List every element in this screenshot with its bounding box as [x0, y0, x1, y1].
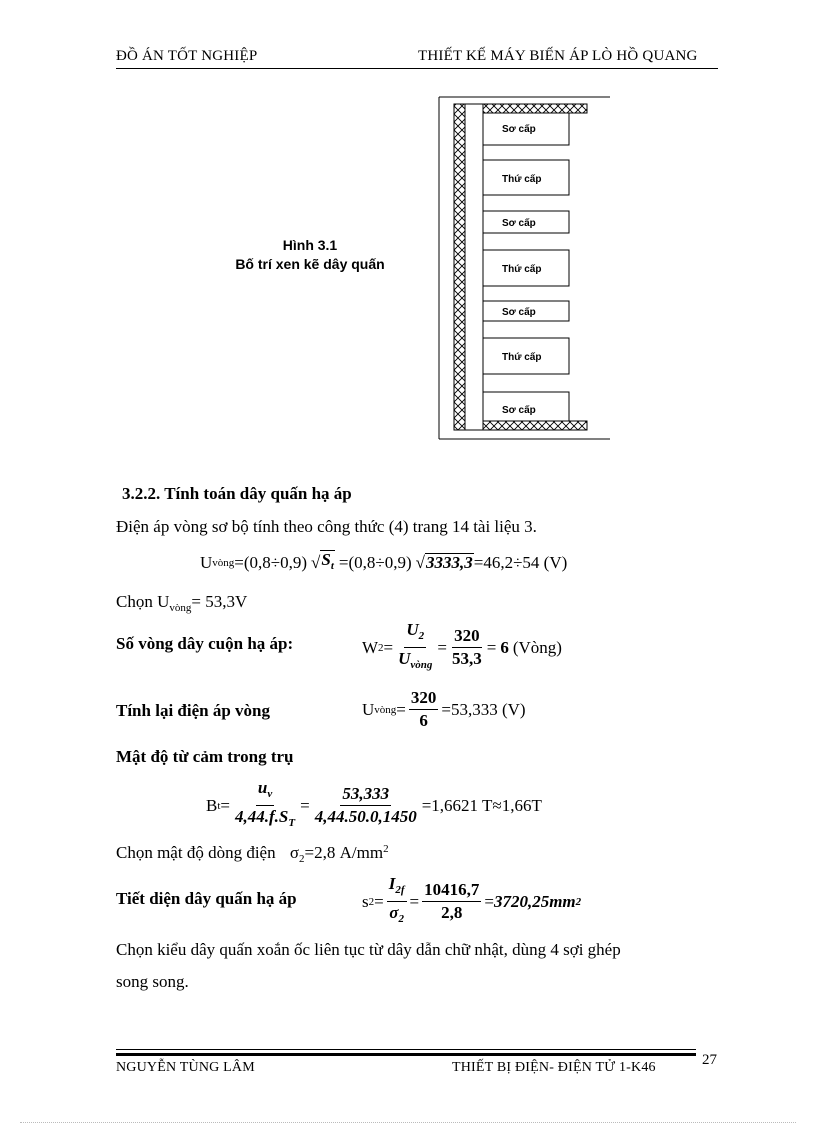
fraction-u2-uvong: $\frac{U_2}{U_{vòng}}$: [398, 620, 433, 671]
conclusion-line-1: Chọn kiểu dây quấn xoắn ốc liên tục từ dây dẫn chữ nhật, dùng 4 sợi ghép: [116, 940, 621, 959]
page-number: 27: [702, 1052, 717, 1068]
winding-label: Sơ cấp: [502, 307, 536, 318]
section-area-equation: s 2 = $\frac{I_{2f}}{\sigma_2}$ = $\frac{10416,7}{2,8}$ = 3720,25mm 2: [362, 874, 581, 929]
recalc-equation: U vòng = $\frac{320}{6}$ =53,333 (V): [362, 688, 526, 730]
winding-label: Thứ cấp: [502, 174, 542, 185]
header-left: ĐỒ ÁN TỐT NGHIỆP: [116, 48, 258, 64]
turns-equation: W 2 = $\frac{U_2}{U_{vòng}}$ = $\frac{320}{53,3}$ = 6 (Vòng): [362, 620, 562, 675]
inner-tube: [465, 104, 483, 430]
header-right: THIẾT KẾ MÁY BIẾN ÁP LÒ HỒ QUANG: [418, 48, 698, 64]
conclusion-line-2: song song.: [116, 972, 189, 991]
vertical-insulation: [454, 104, 465, 430]
winding-label: Sơ cấp: [502, 124, 536, 135]
sqrt-st: $S_t$: [320, 550, 335, 575]
fraction-i2f-sigma: $\frac{I_{2f}}{\sigma_2}$: [388, 874, 405, 925]
header-rule: [116, 68, 718, 69]
footer-left: NGUYỄN TÙNG LÂM: [116, 1060, 255, 1075]
figure-title: Hình 3.1: [282, 237, 338, 253]
fraction-320-533: $\frac{320}{53,3}$: [452, 626, 482, 668]
flux-label: Mật độ từ cảm trong trụ: [116, 747, 294, 766]
choose-u-vong: Chọn $U_{vòng}= 53,3V$: [116, 592, 248, 614]
recalc-label: Tính lại điện áp vòng: [116, 701, 271, 720]
footer-right: THIẾT BỊ ĐIỆN- ĐIỆN TỬ 1-K46: [452, 1060, 656, 1075]
bottom-insulation: [483, 421, 587, 430]
figure-subtitle: Bố trí xen kẽ dây quấn: [235, 256, 385, 272]
fraction-53333: $\frac{53,333}{4,44.50.0,1450}$: [314, 784, 417, 826]
winding-label: Thứ cấp: [502, 264, 542, 275]
figure-caption: [210, 236, 410, 274]
eq-subscript: vòng: [212, 556, 235, 569]
equation-u-vong: U vòng =(0,8÷0,9) √ $S_t$ =(0,8÷0,9) √ 3333,3 =46,2÷54 (V): [200, 550, 567, 575]
eq-symbol: U: [200, 552, 213, 572]
section-heading: 3.2.2. Tính toán dây quấn hạ áp: [122, 484, 352, 503]
winding-label: Sơ cấp: [502, 405, 536, 416]
winding-label: Sơ cấp: [502, 218, 536, 229]
current-density: Chọn mật độ dòng điện $\sigma_2=2,8$ $A/mm^2$: [116, 843, 389, 865]
winding-diagram: [430, 90, 620, 445]
flux-equation: B t = $\frac{u_v}{4,44.f.S_T}$ = $\frac{53,333}{4,44.50.0,1450}$ =1,6621 T≈1,66T: [206, 778, 542, 833]
winding-label: Thứ cấp: [502, 352, 542, 363]
fraction-104167: $\frac{10416,7}{2,8}$: [424, 880, 480, 922]
top-insulation: [483, 104, 587, 113]
footer-rule-thick: [116, 1053, 696, 1056]
eq-coefficient: =(0,8÷0,9): [234, 552, 308, 572]
fraction-320-6: $\frac{320}{6}$: [410, 688, 437, 730]
eq-result: =46,2÷54 (V): [473, 552, 568, 572]
intro-text: Điện áp vòng sơ bộ tính theo công thức (4) trang 14 tài liệu 3.: [116, 517, 537, 536]
eq-coefficient-2: =(0,8÷0,9): [338, 552, 412, 572]
footer-rule-thin: [116, 1049, 696, 1050]
turns-label: Số vòng dây cuộn hạ áp:: [116, 634, 294, 653]
sqrt-value: 3333,3: [426, 553, 473, 572]
section-area-label: Tiết diện dây quấn hạ áp: [116, 889, 297, 908]
fraction-uv-444fst: $\frac{u_v}{4,44.f.S_T}$: [235, 778, 296, 829]
